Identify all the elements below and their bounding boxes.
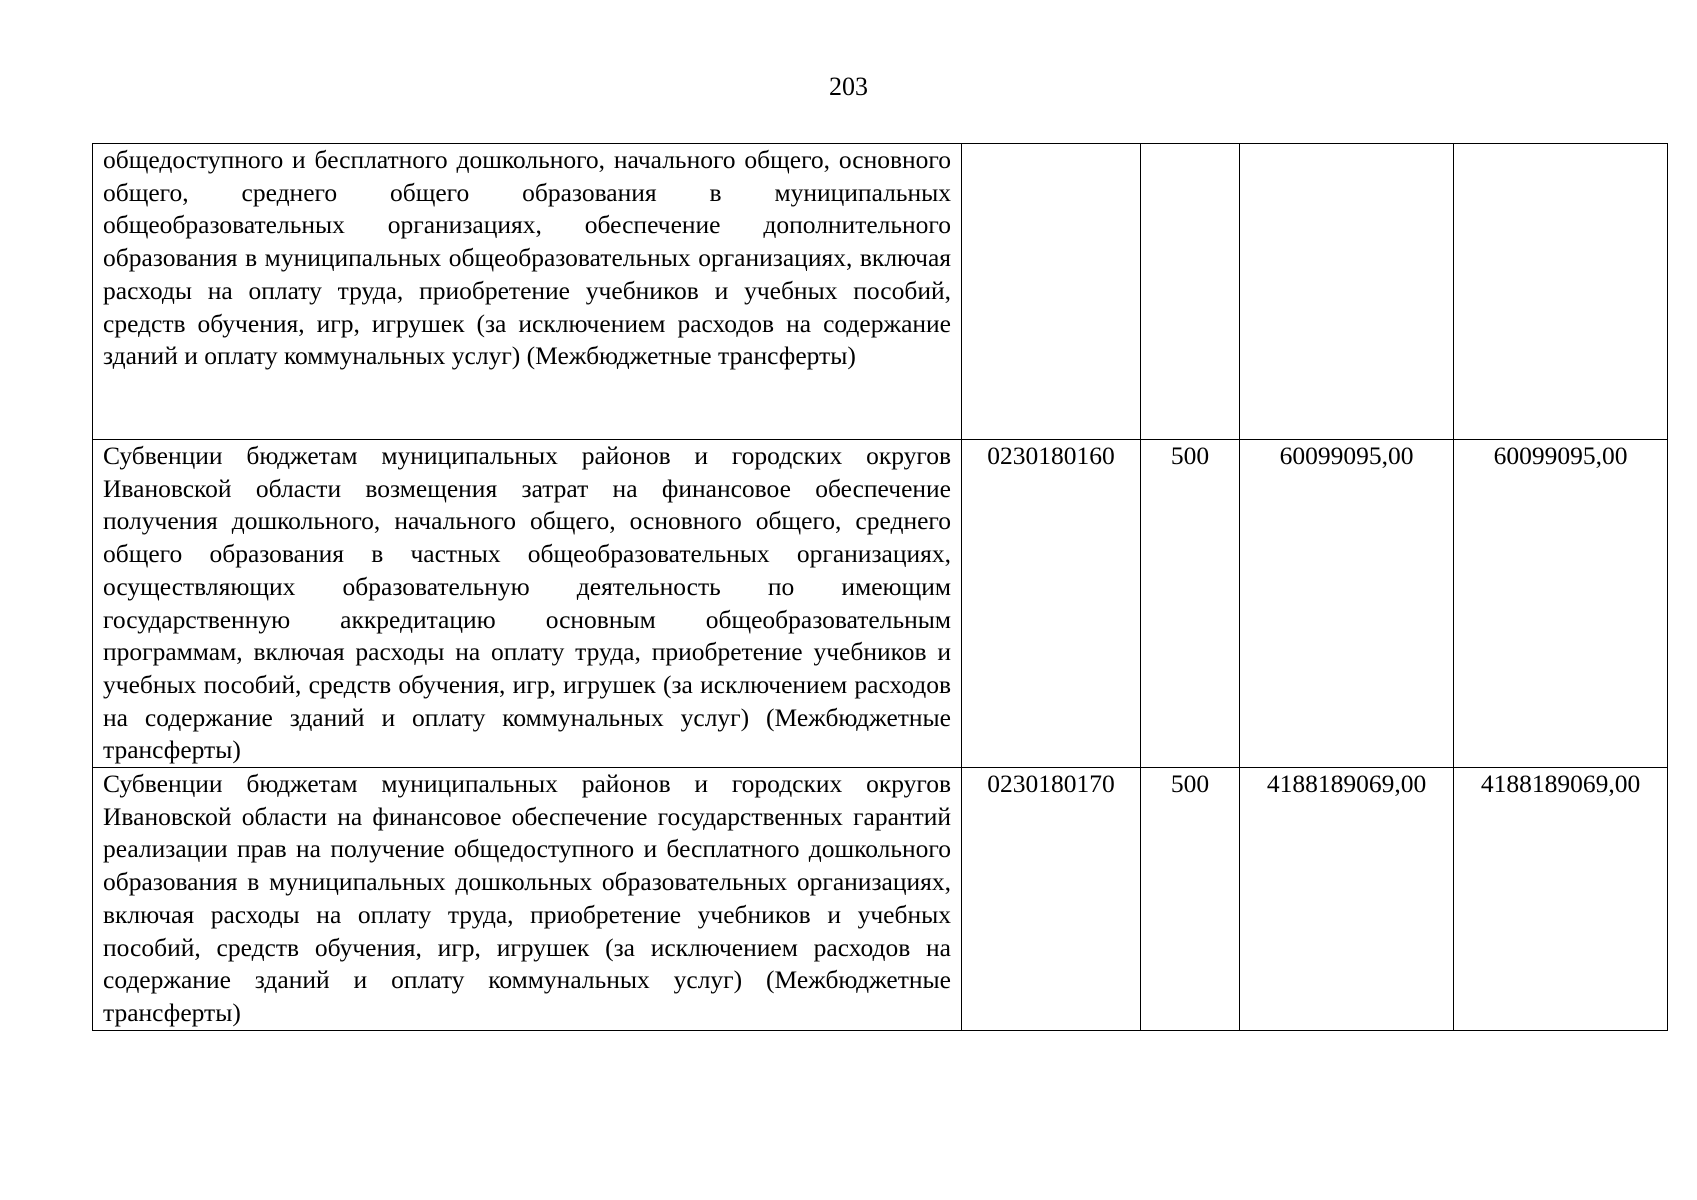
row-description: Субвенции бюджетам муниципальных районов и городских округов Ивановской области возмещения затрат на финансовое обеспечение получения дошкольного, начального общего, основного общего, среднего общего образования в частных общеобразовательных организациях, осуществляющих образовательную деятельность по имеющим государственную аккредитацию основным общеобразовательным программам, включая расходы на оплату труда, приобретение учебников и учебных пособий, средств обучения, игр, игрушек (за исключением расходов на содержание зданий и оплату коммунальных услуг) (Межбюджетные трансферты) — [103, 441, 951, 765]
expense-type-cell: 500 — [1141, 440, 1240, 768]
target-code-cell: 0230180170 — [962, 768, 1141, 1031]
expense-type-cell — [1141, 144, 1240, 440]
budget-table — [92, 143, 1668, 1031]
row-description-cell — [93, 440, 962, 768]
row-description: общедоступного и бесплатного дошкольного, начального общего, основного общего, среднего общего образования в муниципальных общеобразовательных организациях, обеспечение дополнительного образования в муниципальных общеобразовательных организациях, включая расходы на оплату труда, приобретение учебников и учебных пособий, средств обучения, игр, игрушек (за исключением расходов на содержание зданий и оплату коммунальных услуг) (Межбюджетные трансферты) — [103, 145, 951, 371]
amount-2-cell: 4188189069,00 — [1454, 768, 1668, 1031]
table-row — [93, 144, 1668, 440]
table-row — [93, 440, 1668, 768]
row-description-cell — [93, 144, 962, 440]
amount-2-cell: 60099095,00 — [1454, 440, 1668, 768]
table-row — [93, 768, 1668, 1031]
amount-1-cell: 60099095,00 — [1240, 440, 1454, 768]
amount-1-cell: 4188189069,00 — [1240, 768, 1454, 1031]
target-code-cell — [962, 144, 1141, 440]
row-description: Субвенции бюджетам муниципальных районов и городских округов Ивановской области на финансовое обеспечение государственных гарантий реализации прав на получение общедоступного и бесплатного дошкольного образования в муниципальных дошкольных образовательных организациях, включая расходы на оплату труда, приобретение учебников и учебных пособий, средств обучения, игр, игрушек (за исключением расходов на содержание зданий и оплату коммунальных услуг) (Межбюджетные трансферты) — [103, 769, 951, 1027]
amount-2-cell — [1454, 144, 1668, 440]
expense-type-cell: 500 — [1141, 768, 1240, 1031]
target-code-cell: 0230180160 — [962, 440, 1141, 768]
row-description-cell — [93, 768, 962, 1031]
page-number: 203 — [829, 72, 868, 101]
amount-1-cell — [1240, 144, 1454, 440]
